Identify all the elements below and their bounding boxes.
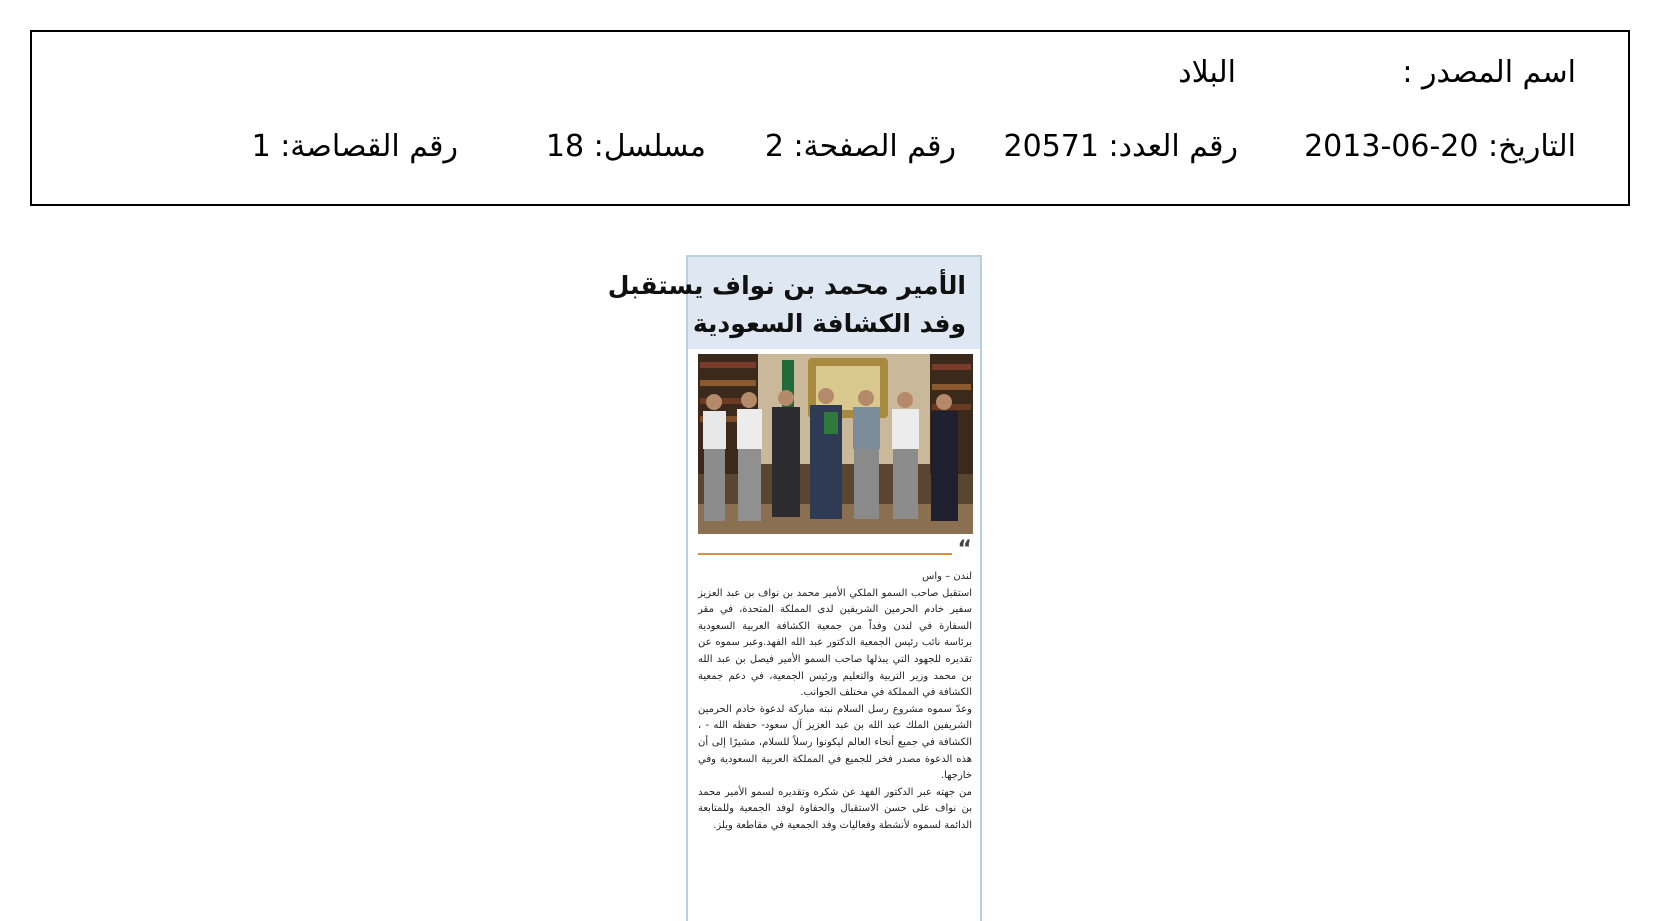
headline-block [607, 257, 980, 349]
article-dateline: لندن – واس [922, 571, 972, 582]
newspaper-clipping [607, 255, 982, 921]
serial-field: مسلسل: 18 [545, 129, 706, 164]
quote-mark: “ [957, 537, 972, 562]
accent-divider [698, 553, 952, 555]
article-paragraph-2: وعدّ سموه مشروع رسل السلام نبته مباركة لدعوة خادم الحرمين الشريفين الملك عبد الله بن عبد العزيز آل سعود- حفظه الله - ، الكشافة في جميع أنحاء العالم ليكونوا رسلاً للسلام، مشيرًا إلى أن هذه الدعوة مصدر فخر للجميع في المملكة العربية السعودية وفي خارجها. [698, 703, 972, 782]
group-photo [698, 354, 973, 534]
article-paragraph-3: من جهته عبر الدكتور الفهد عن شكره وتقديره لسمو الأمير محمد بن نواف على حسن الاستقبال والحفاوة لوفد الجمعية وللمتابعة الدائمة لسموه لأنشطة وفعاليات وفد الجمعية في مقاطعة ويلز. [698, 786, 972, 831]
source-label: اسم المصدر : [1402, 55, 1576, 90]
clipping-metadata-box [30, 30, 1630, 206]
article-body [698, 569, 972, 835]
headline-line-2: وفد الكشافة السعودية [692, 309, 966, 338]
clipping-number-field: رقم القصاصة: 1 [251, 129, 458, 164]
page-number-field: رقم الصفحة: 2 [764, 129, 956, 164]
source-value: البلاد [1178, 55, 1236, 90]
issue-number-field: رقم العدد: 20571 [1003, 129, 1238, 164]
headline-line-1: الأمير محمد بن نواف يستقبل [607, 271, 966, 300]
article-paragraph-1: استقبل صاحب السمو الملكي الأمير محمد بن نواف بن عبد العزيز سفير خادم الحرمين الشريفين لدى المملكة المتحدة، في مقر السفارة في لندن وفداً من جمعية الكشافة العربية السعودية برئاسة نائب رئيس الجمعية الدكتور عبد الله الفهد.وعبر سموه عن تقديره للجهود التي يبذلها صاحب السمو الأمير فيصل بن عبد الله بن محمد وزير التربية والتعليم ورئيس الجمعية، في دعم جمعية الكشافة في المملكة في مختلف الجوانب. [698, 587, 972, 699]
date-field: التاريخ: 20-06-2013 [1304, 129, 1576, 164]
